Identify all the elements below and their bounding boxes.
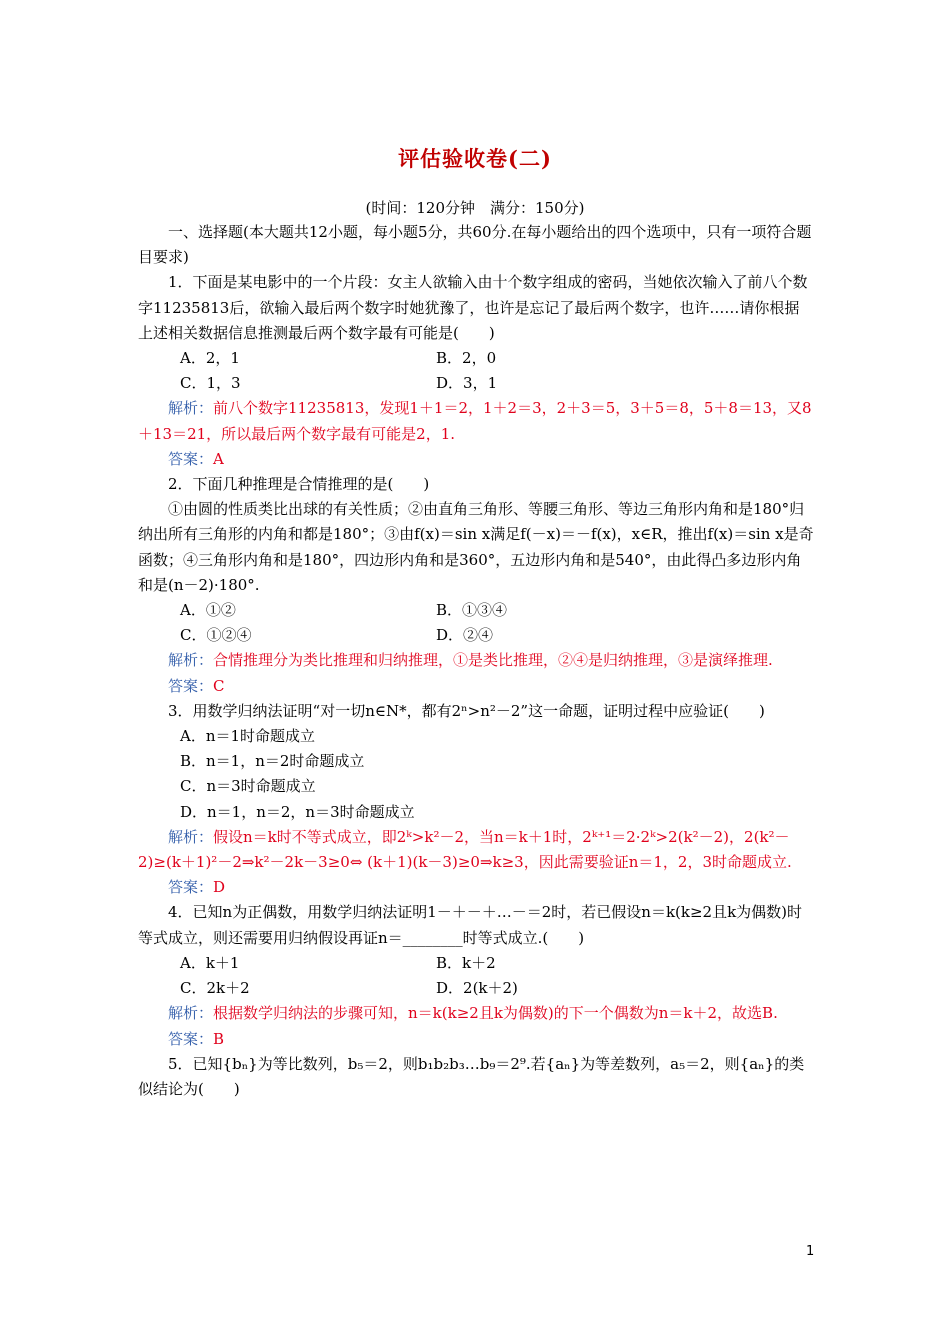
answer-value: C bbox=[213, 676, 225, 695]
answer-label: 答案： bbox=[168, 878, 214, 897]
option-d: D．n＝1，n＝2，n＝3时命题成立 bbox=[180, 802, 415, 821]
answer-value: D bbox=[213, 878, 226, 897]
answer-value: A bbox=[213, 449, 224, 468]
question-2-options bbox=[138, 598, 814, 648]
option-a: A．2，1 bbox=[180, 349, 240, 368]
question-5-stem: 5．已知{bₙ}为等比数列，b₅＝2，则b₁b₂b₃…b₉＝2⁹.若{aₙ}为等差数列，a₅＝2，则{aₙ}的类似结论为( ) bbox=[138, 1054, 805, 1098]
answer-label: 答案： bbox=[168, 676, 214, 695]
question-2-answer bbox=[138, 674, 814, 699]
question-4-stem: 4．已知n为正偶数，用数学归纳法证明1－＋－＋…－＝2时，若已假设n＝k(k≥2且k为偶数)时等式成立，则还需要用归纳假设再证n＝________时等式成立.( ) bbox=[138, 903, 803, 947]
document-body bbox=[138, 220, 814, 1102]
question-3-stem: 3．用数学归纳法证明“对一切n∈N*，都有2ⁿ>n²－2”这一命题，证明过程中应验证( ) bbox=[168, 701, 765, 720]
analysis-text: 合情推理分为类比推理和归纳推理，①是类比推理，②④是归纳推理，③是演绎推理. bbox=[213, 651, 773, 670]
question-3-answer bbox=[138, 875, 814, 900]
option-c: C．①②④ bbox=[180, 626, 252, 645]
analysis-text: 根据数学归纳法的步骤可知，n＝k(k≥2且k为偶数)的下一个偶数为n＝k＋2，故选B. bbox=[213, 1004, 778, 1023]
option-a: A．①② bbox=[180, 601, 236, 620]
exam-info: (时间：120分钟 满分：150分) bbox=[365, 199, 585, 217]
question-2-stem: 2．下面几种推理是合情推理的是( ) bbox=[168, 475, 430, 494]
page-number: 1 bbox=[806, 1244, 815, 1259]
option-c: C．1，3 bbox=[180, 374, 241, 393]
option-b: B．n＝1，n＝2时命题成立 bbox=[180, 752, 365, 771]
question-1-analysis bbox=[138, 396, 814, 446]
question-4-analysis bbox=[138, 1001, 814, 1026]
analysis-label: 解析： bbox=[168, 1004, 214, 1023]
analysis-label: 解析： bbox=[168, 399, 214, 418]
page-title: 评估验收卷(二) bbox=[398, 146, 552, 171]
question-4-options bbox=[138, 951, 814, 1001]
option-c: C．2k＋2 bbox=[180, 979, 250, 998]
question-2-analysis bbox=[138, 648, 814, 673]
option-a: A．n＝1时命题成立 bbox=[180, 727, 316, 746]
section-heading: 一、选择题(本大题共12小题，每小题5分，共60分.在每小题给出的四个选项中，只有一项符合题目要求) bbox=[138, 223, 812, 267]
option-b: B．k＋2 bbox=[436, 953, 496, 972]
answer-label: 答案： bbox=[168, 449, 214, 468]
analysis-label: 解析： bbox=[168, 651, 214, 670]
question-1-stem: 1．下面是某电影中的一个片段：女主人欲输入由十个数字组成的密码，当她依次输入了前八个数字11235813后，欲输入最后两个数字时她犹豫了，也许是忘记了最后两个数字，也许……请你根据上述相关数据信息推测最后两个数字最有可能是( ) bbox=[138, 273, 808, 342]
option-d: D．3，1 bbox=[436, 374, 498, 393]
option-c: C．n＝3时命题成立 bbox=[180, 777, 316, 796]
option-b: B．①③④ bbox=[436, 601, 508, 620]
option-a: A．k＋1 bbox=[180, 953, 240, 972]
question-3-analysis bbox=[138, 825, 814, 875]
answer-value: B bbox=[213, 1029, 225, 1048]
answer-label: 答案： bbox=[168, 1029, 214, 1048]
option-b: B．2，0 bbox=[436, 349, 497, 368]
question-4-answer bbox=[138, 1027, 814, 1052]
question-1-options bbox=[138, 346, 814, 396]
question-1-answer bbox=[138, 447, 814, 472]
option-d: D．2(k＋2) bbox=[436, 979, 518, 998]
question-2-body: ①由圆的性质类比出球的有关性质；②由直角三角形、等腰三角形、等边三角形内角和是180°归纳出所有三角形的内角和都是180°；③由f(x)＝sin x满足f(－x)＝－f(x)，x∈R，推出f(x)＝sin x是奇函数；④三角形内角和是180°，四边形内角和是360°，五边形内角和是540°，由此得凸多边形内角和是(n－2)·180°. bbox=[138, 500, 814, 594]
option-d: D．②④ bbox=[436, 626, 494, 645]
analysis-label: 解析： bbox=[168, 827, 214, 846]
analysis-text: 前八个数字11235813，发现1＋1＝2，1＋2＝3，2＋3＝5，3＋5＝8，5＋8＝13，又8＋13＝21，所以最后两个数字最有可能是2，1. bbox=[138, 399, 812, 443]
analysis-text: 假设n＝k时不等式成立，即2ᵏ>k²－2，当n＝k＋1时，2ᵏ⁺¹＝2·2ᵏ>2(k²－2)，2(k²－2)≥(k＋1)²－2⇒k²－2k－3≥0⇔ (k＋1)(k－3)≥0⇒k≥3，因此需要验证n＝1，2，3时命题成立. bbox=[138, 827, 792, 872]
